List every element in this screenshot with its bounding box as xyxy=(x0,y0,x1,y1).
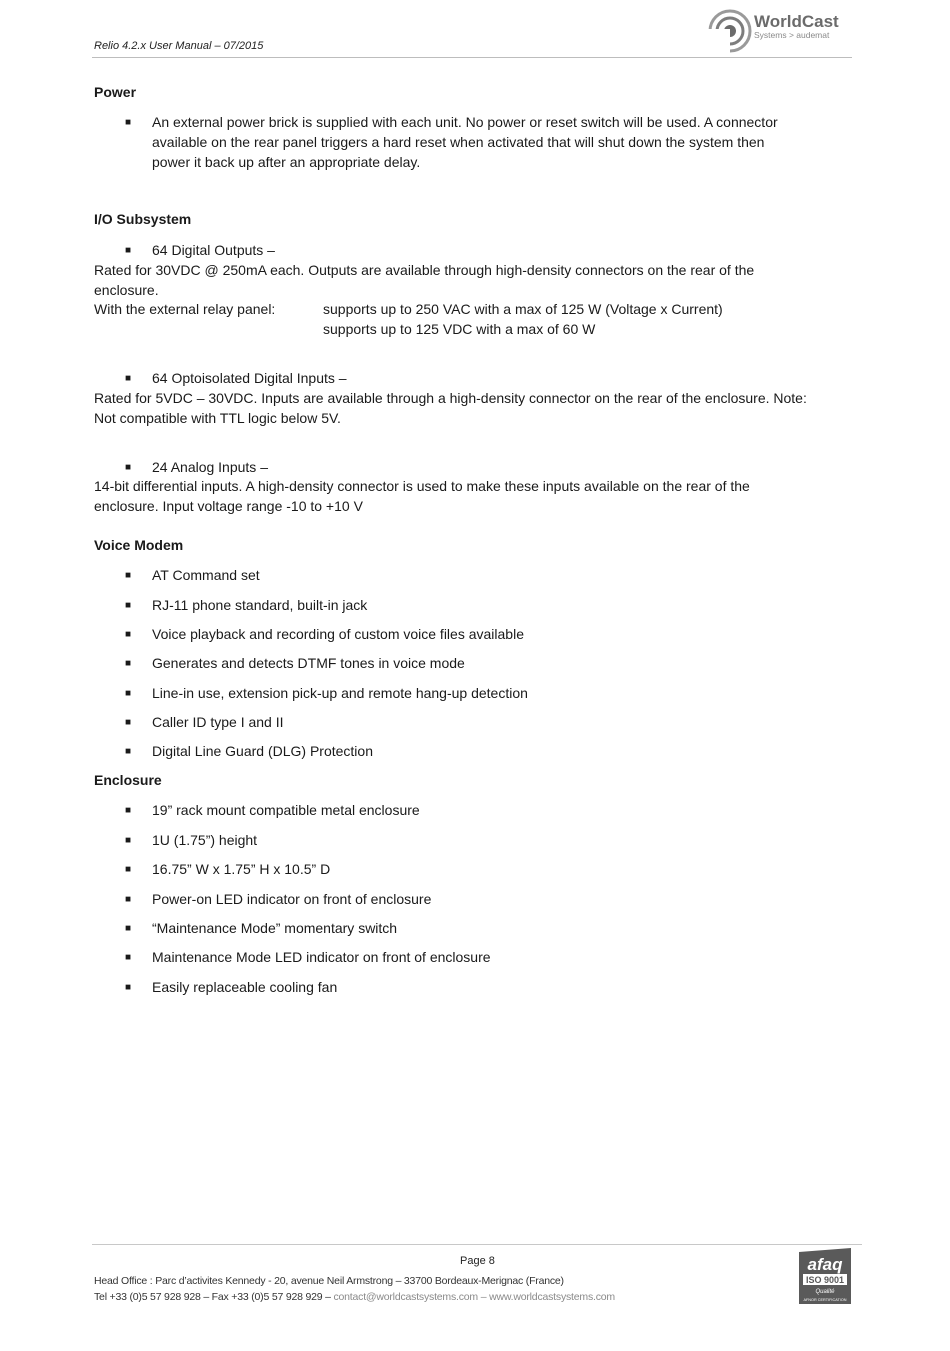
list-item: AT Command set xyxy=(152,567,260,583)
bullet-icon: ■ xyxy=(125,982,132,993)
power-line-1: An external power brick is supplied with each unit. No power or reset switch will be used. A connector xyxy=(152,114,778,130)
bullet-icon: ■ xyxy=(125,570,132,581)
footer-separator: – xyxy=(477,1291,490,1303)
relay-spec-2: supports up to 125 VDC with a max of 60 W xyxy=(323,321,596,337)
power-line-2: available on the rear panel triggers a hard reset when activated that will shut down the system then xyxy=(152,134,765,150)
bullet-icon: ■ xyxy=(125,835,132,846)
footer-website-link[interactable]: www.worldcastsystems.com xyxy=(489,1291,615,1303)
digital-outputs-line-2: enclosure. xyxy=(94,282,159,298)
bullet-icon: ■ xyxy=(125,688,132,699)
afaq-org: AFNOR CERTIFICATION xyxy=(803,1298,847,1302)
bullet-icon: ■ xyxy=(125,462,132,473)
list-item: Easily replaceable cooling fan xyxy=(152,979,338,995)
bullet-icon: ■ xyxy=(125,923,132,934)
bullet-icon: ■ xyxy=(125,746,132,757)
list-item: Line-in use, extension pick-up and remote hang-up detection xyxy=(152,685,528,701)
digital-inputs-bullet: 64 Optoisolated Digital Inputs – xyxy=(152,370,347,386)
list-item: Voice playback and recording of custom voice files available xyxy=(152,626,524,642)
bullet-icon: ■ xyxy=(125,805,132,816)
analog-inputs-line-2: enclosure. Input voltage range -10 to +10 V xyxy=(94,498,363,514)
relay-spec-1: supports up to 250 VAC with a max of 125 W (Voltage x Current) xyxy=(323,301,723,317)
bullet-icon: ■ xyxy=(125,952,132,963)
bullet-icon: ■ xyxy=(125,117,132,128)
bullet-icon: ■ xyxy=(125,658,132,669)
analog-inputs-bullet: 24 Analog Inputs – xyxy=(152,459,268,475)
header-divider xyxy=(92,57,852,58)
document-header-title: Relio 4.2.x User Manual – 07/2015 xyxy=(94,40,264,52)
digital-inputs-line-2: Not compatible with TTL logic below 5V. xyxy=(94,410,341,426)
footer-divider xyxy=(92,1244,862,1245)
relay-panel-label: With the external relay panel: xyxy=(94,301,276,317)
page-number: Page 8 xyxy=(460,1255,495,1267)
bullet-icon: ■ xyxy=(125,629,132,640)
heading-voice-modem: Voice Modem xyxy=(94,537,184,553)
afaq-brand: afaq xyxy=(807,1255,843,1274)
list-item: Maintenance Mode LED indicator on front of enclosure xyxy=(152,949,491,965)
worldcast-logo-icon xyxy=(706,5,856,53)
footer-phone: Tel +33 (0)5 57 928 928 – Fax +33 (0)5 57 928 929 – xyxy=(94,1291,334,1303)
logo-subtitle: Systems > audemat xyxy=(754,30,830,40)
bullet-icon: ■ xyxy=(125,373,132,384)
bullet-icon: ■ xyxy=(125,245,132,256)
digital-inputs-line-1: Rated for 5VDC – 30VDC. Inputs are available through a high-density connector on the rear of the enclosure. Note: xyxy=(94,390,807,406)
logo-name: WorldCast xyxy=(754,12,839,31)
bullet-icon: ■ xyxy=(125,600,132,611)
analog-inputs-line-1: 14-bit differential inputs. A high-density connector is used to make these inputs available on the rear of the xyxy=(94,478,750,494)
heading-io-subsystem: I/O Subsystem xyxy=(94,211,192,227)
list-item: 16.75” W x 1.75” H x 10.5” D xyxy=(152,861,331,877)
list-item: Digital Line Guard (DLG) Protection xyxy=(152,743,373,759)
list-item: “Maintenance Mode” momentary switch xyxy=(152,920,398,936)
footer-office-address: Head Office : Parc d’activites Kennedy - 20, avenue Neil Armstrong – 33700 Bordeaux-Merignac (France) xyxy=(94,1275,564,1287)
digital-outputs-bullet: 64 Digital Outputs – xyxy=(152,242,275,258)
digital-outputs-line-1: Rated for 30VDC @ 250mA each. Outputs are available through high-density connectors on the rear of the xyxy=(94,262,755,278)
bullet-icon: ■ xyxy=(125,717,132,728)
afaq-iso-9001-badge-icon xyxy=(795,1248,855,1304)
afaq-iso: ISO 9001 xyxy=(805,1275,845,1285)
list-item: 1U (1.75”) height xyxy=(152,832,258,848)
list-item: Caller ID type I and II xyxy=(152,714,284,730)
afaq-quality: Qualité xyxy=(815,1289,835,1295)
footer-email-link[interactable]: contact@worldcastsystems.com xyxy=(333,1291,478,1303)
bullet-icon: ■ xyxy=(125,894,132,905)
bullet-icon: ■ xyxy=(125,864,132,875)
heading-enclosure: Enclosure xyxy=(94,772,162,788)
list-item: RJ-11 phone standard, built-in jack xyxy=(152,597,368,613)
heading-power: Power xyxy=(94,84,137,100)
list-item: 19” rack mount compatible metal enclosure xyxy=(152,802,420,818)
footer-contact xyxy=(94,1291,615,1303)
list-item: Generates and detects DTMF tones in voice mode xyxy=(152,655,465,671)
power-line-3: power it back up after an appropriate delay. xyxy=(152,154,421,170)
list-item: Power-on LED indicator on front of enclosure xyxy=(152,891,432,907)
